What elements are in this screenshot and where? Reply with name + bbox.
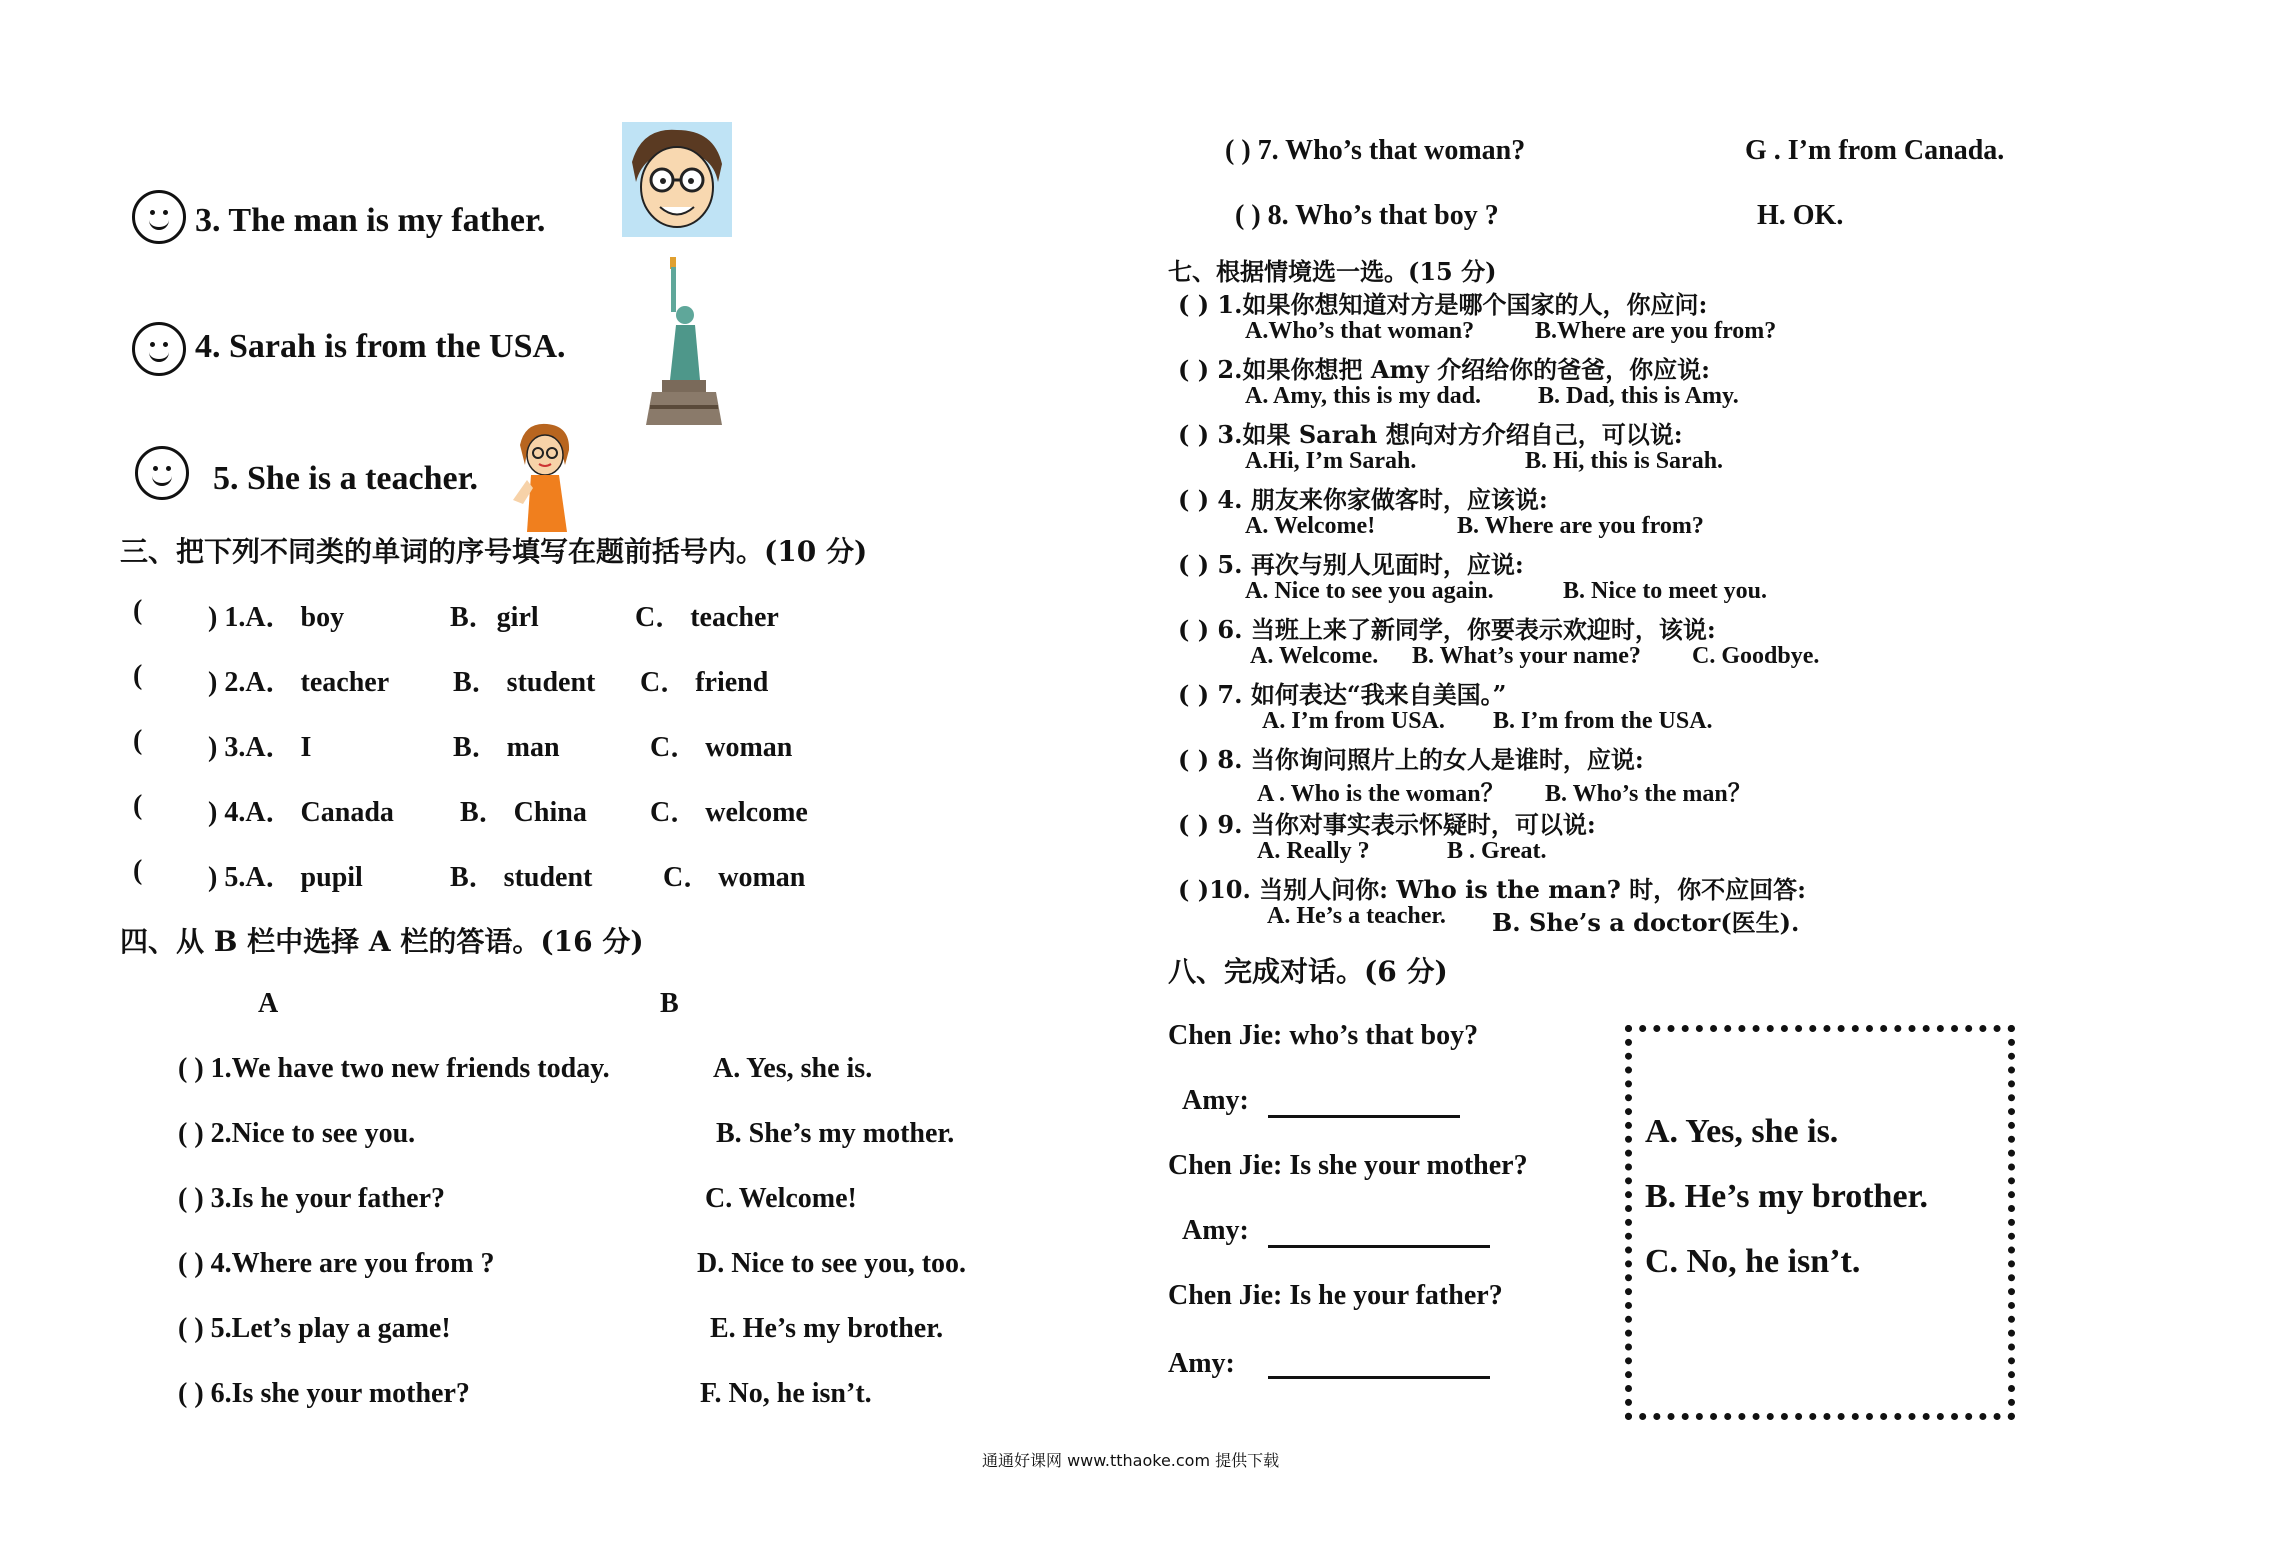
smiley-face-icon	[135, 446, 189, 500]
section4-column-b: B	[660, 988, 679, 1019]
section7-question-2: ( ) 2.如果你想把 Amy 介绍给你的爸爸，你应说:	[1178, 355, 1711, 384]
section4-answer-a: A. Yes, she is.	[713, 1053, 873, 1084]
box-option-b: B. He’s my brother.	[1645, 1178, 1929, 1215]
section7-option: A. Amy, this is my dad.	[1245, 383, 1482, 409]
dialogue-line-1: Chen Jie: who’s that boy?	[1168, 1020, 1479, 1051]
section4-answer-f: F. No, he isn’t.	[700, 1378, 872, 1409]
box-option-c: C. No, he isn’t.	[1645, 1243, 1861, 1280]
section4-question-5: ( ) 5.Let’s play a game!	[178, 1313, 451, 1344]
section7-option: B . Great.	[1447, 838, 1547, 864]
dialogue-line-4: Amy:	[1182, 1215, 1249, 1246]
section6-question-7: ( ) 7. Who’s that woman?	[1225, 135, 1526, 166]
section7-option: C. Goodbye.	[1692, 643, 1820, 669]
section7-option: B. Who’s the man？	[1545, 781, 1752, 807]
section7-option: A.Who’s that woman?	[1245, 318, 1475, 344]
section7-option: B. I’m from the USA.	[1493, 708, 1713, 734]
section7-question-8: ( ) 8. 当你询问照片上的女人是谁时，应说:	[1178, 745, 1644, 774]
section7-option: A. He’s a teacher.	[1267, 903, 1446, 929]
section4-answer-c: C. Welcome!	[705, 1183, 857, 1214]
answer-blank-2[interactable]	[1268, 1245, 1490, 1248]
smiley-face-icon	[132, 190, 186, 244]
smiley-face-icon	[132, 322, 186, 376]
section4-question-6: ( ) 6.Is she your mother?	[178, 1378, 470, 1409]
footer-credit: 通通好课网 www.tthaoke.com 提供下载	[982, 1451, 1280, 1470]
section4-answer-b: B. She’s my mother.	[716, 1118, 955, 1149]
section7-question-10: ( )10. 当别人问你: Who is the man? 时，你不应回答:	[1178, 875, 1806, 904]
section8-title: 八、完成对话。(6 分)	[1168, 955, 1448, 988]
section7-title: 七、根据情境选一选。(15 分)	[1168, 257, 1497, 286]
picture-sentence-5: 5. She is a teacher.	[213, 460, 479, 497]
answer-blank-3[interactable]	[1268, 1376, 1490, 1379]
section4-question-1: ( ) 1.We have two new friends today.	[178, 1053, 610, 1084]
dialogue-line-2: Amy:	[1182, 1085, 1249, 1116]
cartoon-man-glasses-icon	[622, 122, 732, 237]
dialogue-line-3: Chen Jie: Is she your mother?	[1168, 1150, 1528, 1181]
section7-option: A. Nice to see you again.	[1245, 578, 1494, 604]
section7-question-7: ( ) 7. 如何表达“我来自美国。”	[1178, 680, 1507, 709]
section7-option: B. Dad, this is Amy.	[1538, 383, 1739, 409]
section7-option: B. Hi, this is Sarah.	[1525, 448, 1724, 474]
section7-option: B. Where are you from?	[1457, 513, 1704, 539]
section4-question-4: ( ) 4.Where are you from ?	[178, 1248, 495, 1279]
section7-option: B.Where are you from?	[1535, 318, 1777, 344]
section7-option: A . Who is the woman？	[1257, 781, 1505, 807]
section7-option: B. Nice to meet you.	[1563, 578, 1767, 604]
section7-option: A. I’m from USA.	[1262, 708, 1445, 734]
section7-option: A.Hi, I’m Sarah.	[1245, 448, 1417, 474]
statue-of-liberty-icon	[640, 255, 725, 430]
section7-question-9: ( ) 9. 当你对事实表示怀疑时，可以说:	[1178, 810, 1596, 839]
answer-blank-1[interactable]	[1268, 1115, 1460, 1118]
section7-option: A. Welcome.	[1250, 643, 1379, 669]
section4-question-2: ( ) 2.Nice to see you.	[178, 1118, 416, 1149]
section6-answer-g: G . I’m from Canada.	[1745, 135, 2005, 166]
dialogue-line-6: Amy:	[1168, 1348, 1235, 1379]
answer-options-box	[1625, 1025, 2015, 1420]
picture-sentence-3: 3. The man is my father.	[195, 202, 546, 239]
section7-question-5: ( ) 5. 再次与别人见面时，应说:	[1178, 550, 1524, 579]
section7-option: A. Welcome!	[1245, 513, 1376, 539]
cartoon-teacher-icon	[505, 420, 580, 535]
section4-answer-d: D. Nice to see you, too.	[697, 1248, 967, 1279]
section4-title: 四、从 B 栏中选择 A 栏的答语。(16 分)	[120, 925, 644, 958]
picture-sentence-4: 4. Sarah is from the USA.	[195, 328, 566, 365]
section7-option: B. What’s your name?	[1412, 643, 1641, 669]
section7-question-4: ( ) 4. 朋友来你家做客时，应该说:	[1178, 485, 1548, 514]
section7-option: A. Really ?	[1257, 838, 1370, 864]
section4-answer-e: E. He’s my brother.	[710, 1313, 944, 1344]
section6-answer-h: H. OK.	[1757, 200, 1844, 231]
dialogue-line-5: Chen Jie: Is he your father?	[1168, 1280, 1503, 1311]
box-option-a: A. Yes, she is.	[1645, 1113, 1839, 1150]
section7-question-6: ( ) 6. 当班上来了新同学，你要表示欢迎时，该说:	[1178, 615, 1716, 644]
section7-question-1: ( ) 1.如果你想知道对方是哪个国家的人，你应问:	[1178, 290, 1708, 319]
section3-title: 三、把下列不同类的单词的序号填写在题前括号内。(10 分)	[120, 535, 868, 568]
section6-question-8: ( ) 8. Who’s that boy ?	[1235, 200, 1499, 231]
section7-option: B. She’s a doctor(医生).	[1492, 908, 1800, 937]
section7-question-3: ( ) 3.如果 Sarah 想向对方介绍自己，可以说:	[1178, 420, 1683, 449]
section4-column-a: A	[258, 988, 279, 1019]
section4-question-3: ( ) 3.Is he your father?	[178, 1183, 446, 1214]
